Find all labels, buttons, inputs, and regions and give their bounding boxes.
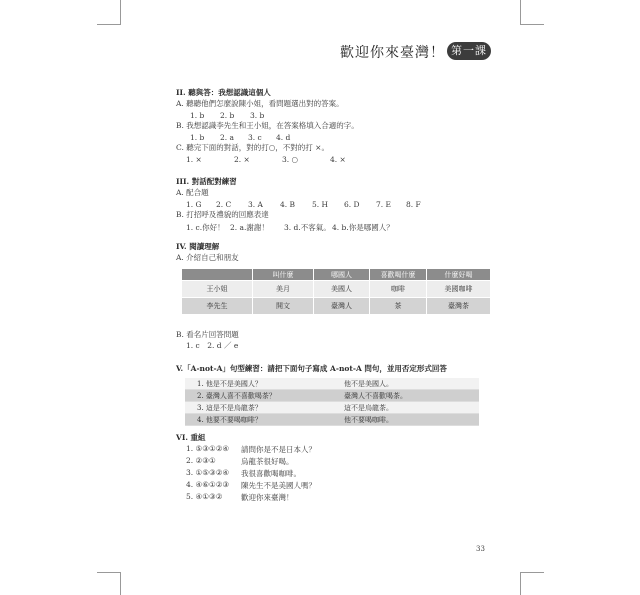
answer: 3. b bbox=[250, 111, 265, 120]
crop-mark bbox=[520, 572, 544, 573]
answer: 1. c.你好！ bbox=[186, 223, 225, 232]
question-cell: 4. 他要不要喝咖啡？ bbox=[185, 414, 332, 426]
answer: 3. c bbox=[248, 133, 262, 142]
question-cell: 2. 臺灣人喜不喜歡喝茶？ bbox=[185, 390, 332, 402]
section-4-heading: IV. 閱讀理解 bbox=[176, 242, 220, 251]
answer: 2. × bbox=[234, 155, 250, 164]
section-2-heading: II. 聽與答：我想認識這個人 bbox=[176, 88, 271, 97]
table-cell: 李先生 bbox=[182, 298, 253, 315]
s4-a-instruction: A. 介紹自己和朋友 bbox=[176, 253, 239, 262]
answer: 4. B bbox=[280, 200, 296, 209]
table-cell: 美國咖啡 bbox=[427, 281, 491, 298]
sentence: 烏龍茶很好喝。 bbox=[241, 457, 294, 466]
answer-cell: 這不是烏龍茶。 bbox=[332, 402, 479, 414]
table-row bbox=[185, 414, 479, 426]
answer: 4. b.你是哪國人？ bbox=[332, 223, 394, 232]
table-cell: 臺灣人 bbox=[314, 298, 370, 315]
answer: 5. H bbox=[312, 200, 329, 209]
s2-a-instruction: A. 聽聽他們怎麼說陳小姐，看問題選出對的答案。 bbox=[176, 99, 344, 108]
order: 4. ④⑥①②③ bbox=[186, 480, 230, 489]
answer: 4. × bbox=[330, 155, 346, 164]
answer: 1. b bbox=[190, 111, 205, 120]
table-row bbox=[182, 281, 491, 298]
table-row bbox=[182, 298, 491, 315]
crop-mark bbox=[520, 572, 521, 595]
sentence: 我很喜歡喝咖啡。 bbox=[241, 469, 301, 478]
answer: 3. d.不客氣。 bbox=[284, 223, 331, 232]
table-row bbox=[185, 378, 479, 390]
table-header: 喜歡喝什麼 bbox=[370, 269, 427, 281]
crop-mark bbox=[97, 572, 121, 573]
question-cell: 3. 這是不是烏龍茶？ bbox=[185, 402, 332, 414]
answer: 3. A bbox=[248, 200, 263, 209]
answer: 3. ○ bbox=[282, 155, 299, 164]
a-not-a-table bbox=[185, 378, 479, 426]
answer: 6. D bbox=[344, 200, 360, 209]
order: 5. ④①③② bbox=[186, 492, 223, 501]
answer: 4. d bbox=[276, 133, 291, 142]
table-header: 哪國人 bbox=[314, 269, 370, 281]
question-cell: 1. 他是不是美國人？ bbox=[185, 378, 332, 390]
s3-b-instruction: B. 打招呼及禮貌的回應表達 bbox=[176, 210, 269, 219]
table-header-row bbox=[182, 269, 491, 281]
order: 1. ⑤③①②④ bbox=[186, 444, 230, 453]
table-cell: 美月 bbox=[253, 281, 314, 298]
sentence: 請問你是不是日本人？ bbox=[241, 445, 316, 454]
crop-mark bbox=[120, 572, 121, 595]
section-5-heading: V.「A-not-A」句型練習：請把下面句子寫成 A-not-A 問句，並用否定形式回答 bbox=[176, 364, 447, 373]
answer-cell: 臺灣人不喜歡喝茶。 bbox=[332, 390, 479, 402]
s2-b-instruction: B. 我想認識李先生和王小姐，在答案格填入合適的字。 bbox=[176, 121, 359, 130]
sentence: 歡迎你來臺灣！ bbox=[241, 493, 294, 502]
table-header bbox=[182, 269, 253, 281]
order: 2. ②③① bbox=[186, 456, 216, 465]
table-cell: 茶 bbox=[370, 298, 427, 315]
section-3-heading: III. 對話配對練習 bbox=[176, 177, 237, 186]
table-cell: 咖啡 bbox=[370, 281, 427, 298]
table-cell: 臺灣茶 bbox=[427, 298, 491, 315]
s3-a-instruction: A. 配合題 bbox=[176, 188, 209, 197]
sentence: 陳先生不是美國人嗎？ bbox=[241, 481, 316, 490]
answer: 2. a.謝謝！ bbox=[230, 223, 269, 232]
answer: 2. C bbox=[216, 200, 232, 209]
answer: 1. b bbox=[190, 133, 205, 142]
table-cell: 美國人 bbox=[314, 281, 370, 298]
table-cell: 開文 bbox=[253, 298, 314, 315]
info-table bbox=[181, 269, 490, 314]
answer: 1. × bbox=[186, 155, 202, 164]
lesson-badge: 第一課 bbox=[447, 42, 491, 60]
order: 3. ①⑤③②④ bbox=[186, 468, 230, 477]
section-6-heading: VI. 重組 bbox=[176, 433, 206, 442]
page-title: 歡迎你來臺灣！ bbox=[340, 45, 445, 61]
answer: 1. G bbox=[186, 200, 202, 209]
page-number: 33 bbox=[476, 545, 485, 553]
table-row bbox=[185, 402, 479, 414]
table-header: 叫什麼 bbox=[253, 269, 314, 281]
s4-b-answers: 1. c 2. d ／ e bbox=[186, 341, 239, 350]
answer: 7. E bbox=[376, 200, 392, 209]
s4-b-instruction: B. 看名片回答問題 bbox=[176, 330, 239, 339]
answer: 8. F bbox=[406, 200, 421, 209]
table-row bbox=[185, 390, 479, 402]
answer-cell: 他不是美國人。 bbox=[332, 378, 479, 390]
crop-mark bbox=[520, 24, 544, 25]
table-header: 什麼好喝 bbox=[427, 269, 491, 281]
answer: 2. a bbox=[220, 133, 235, 142]
answer: 2. b bbox=[220, 111, 235, 120]
table-cell: 王小姐 bbox=[182, 281, 253, 298]
s2-c-instruction: C. 聽完下面的對話，對的打○，不對的打 ×。 bbox=[176, 143, 329, 152]
crop-mark bbox=[97, 24, 121, 25]
answer-cell: 他不要喝咖啡。 bbox=[332, 414, 479, 426]
crop-mark bbox=[120, 0, 121, 24]
crop-mark bbox=[520, 0, 521, 24]
